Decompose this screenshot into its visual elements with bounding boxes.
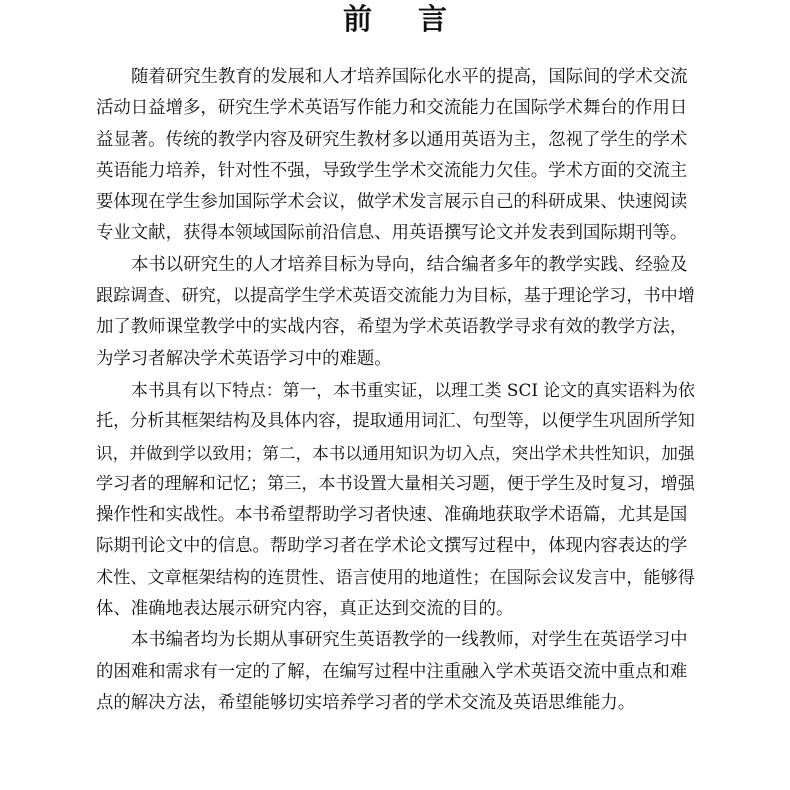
paragraph-3 xyxy=(96,375,698,625)
title-char-1: 前 xyxy=(342,2,372,36)
text-line: 为学习者解决学术英语学习中的难题。 xyxy=(96,348,392,369)
text-line: 英语能力培养，针对性不强，导致学生学术交流能力欠佳。学术方面的交流主 xyxy=(96,160,688,181)
text-line: 托，分析其框架结构及具体内容，提取通用词汇、句型等，以便学生巩固所学知 xyxy=(96,411,695,432)
text-line: 本书具有以下特点：第一，本书重实证，以理工类 SCI 论文的真实语料为依 xyxy=(131,379,695,400)
paragraph-4 xyxy=(96,625,698,719)
text-line: 操作性和实战性。本书希望帮助学习者快速、准确地获取学术语篇，尤其是国 xyxy=(96,505,688,526)
text-line: 益显著。传统的教学内容及研究生教材多以通用英语为主，忽视了学生的学术 xyxy=(96,129,688,150)
text-line: 识，并做到学以致用；第二，本书以通用知识为切入点，突出学术共性知识，加强 xyxy=(96,443,695,463)
body-text xyxy=(96,62,698,719)
paragraph-1 xyxy=(96,62,698,250)
text-line: 要体现在学生参加国际学术会议，做学术发言展示自己的科研成果、快速阅读 xyxy=(96,192,688,213)
text-line: 专业文献，获得本领域国际前沿信息、用英语撰写论文并发表到国际期刊等。 xyxy=(96,223,688,244)
text-line: 随着研究生教育的发展和人才培养国际化水平的提高，国际间的学术交流 xyxy=(131,67,688,87)
text-line: 跟踪调查、研究，以提高学生学术英语交流能力为目标，基于理论学习，书中增 xyxy=(96,286,695,307)
paragraph-2 xyxy=(96,250,698,375)
text-line: 际期刊论文中的信息。帮助学习者在学术论文撰写过程中，体现内容表达的学 xyxy=(96,536,688,557)
text-line: 体、准确地表达展示研究内容，真正达到交流的目的。 xyxy=(96,599,514,620)
text-line: 学习者的理解和记忆；第三，本书设置大量相关习题，便于学生及时复习，增强 xyxy=(96,473,695,494)
text-line: 点的解决方法，希望能够切实培养学习者的学术交流及英语思维能力。 xyxy=(96,692,636,713)
page-title xyxy=(0,2,790,36)
text-line: 的困难和需求有一定的了解，在编写过程中注重融入学术英语交流中重点和难 xyxy=(96,661,688,682)
text-line: 本书编者均为长期从事研究生英语教学的一线教师，对学生在英语学习中 xyxy=(131,630,688,651)
text-line: 术性、文章框架结构的连贯性、语言使用的地道性；在国际会议发言中，能够得 xyxy=(96,567,695,588)
text-line: 加了教师课堂教学中的实战内容，希望为学术英语教学寻求有效的教学方法， xyxy=(96,317,688,338)
text-line: 本书以研究生的人才培养目标为导向，结合编者多年的教学实践、经验及 xyxy=(131,254,688,275)
text-line: 活动日益增多，研究生学术英语写作能力和交流能力在国际学术舞台的作用日 xyxy=(96,98,688,119)
title-char-2: 言 xyxy=(418,2,448,36)
